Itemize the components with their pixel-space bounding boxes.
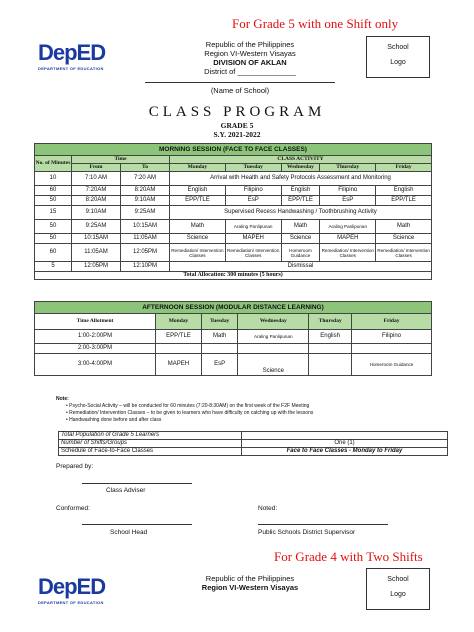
minutes-cell: 60 (35, 186, 72, 196)
day-header: Monday (170, 164, 226, 172)
deped-logo-bottom (38, 574, 105, 605)
minutes-cell: 50 (35, 234, 72, 244)
table-row (35, 330, 432, 344)
subject-cell: Remediation/ Intervention Classes (376, 244, 432, 262)
total-allocation: Total Allocation: 300 minutes (5 hours) (35, 272, 432, 280)
school-logo-box (366, 36, 430, 78)
deped-logo-text: DepED (38, 40, 106, 65)
subject-cell: Math (281, 220, 320, 234)
to-cell: 8:20AM (121, 186, 170, 196)
time-cell: 1:00-2:00PM (35, 330, 156, 344)
page-title: CLASS PROGRAM (148, 104, 326, 120)
summary-label: Schedule of Face-to-Face Classes (59, 448, 242, 456)
school-logo-line1: School (387, 576, 409, 583)
subject-cell: MAPEH (225, 234, 281, 244)
school-name-line (145, 82, 335, 83)
subject-cell: EPP/TLE (376, 196, 432, 206)
subject-cell: EPP/TLE (281, 196, 320, 206)
deped-logo (38, 40, 105, 71)
prepared-by-label: Prepared by: (56, 463, 94, 470)
conformed-label: Conformed: (56, 505, 90, 512)
note-item: Remediation/ Intervention Classes – to be given to learners who have difficulty on catching up with the lessons (69, 410, 314, 416)
deped-logo-sub: DEPARTMENT OF EDUCATION (38, 600, 104, 605)
summary-value (242, 432, 448, 440)
school-logo-line2: Logo (390, 591, 406, 598)
day-header: Wednesday (238, 314, 309, 330)
adviser-signature-line (82, 483, 192, 484)
day-header: Monday (156, 314, 202, 330)
subject-cell: EsP (201, 354, 237, 376)
notes: Note: • Psycho-Social Activity – will be conducted for 60 minutes (7:20-8:30AM) on the first week of the F2F Meeting • Remediation/ Intervention Classes – to be given to learners who have difficulty on catching up with the lessons • Handwashing done before and after class (56, 396, 456, 424)
summary-table (58, 431, 448, 456)
subject-cell: EsP (225, 196, 281, 206)
subject-cell: Science (281, 234, 320, 244)
to-cell: 11:05AM (121, 234, 170, 244)
header-line3: DIVISION OF AKLAN (213, 58, 287, 67)
school-year: S.Y. 2021-2022 (213, 130, 261, 139)
bottom-banner: For Grade 4 with Two Shifts (274, 549, 423, 564)
subject-cell: MAPEH (320, 234, 376, 244)
table-row (35, 354, 432, 376)
notes-label: Note: (56, 396, 69, 402)
table-row (35, 206, 432, 220)
from-cell: 11:05AM (72, 244, 121, 262)
time-cell: 3:00-4:00PM (35, 354, 156, 376)
subject-cell: EPP/TLE (170, 196, 226, 206)
school-logo-line2: Logo (390, 59, 406, 66)
to-cell: 7:20 AM (121, 172, 170, 186)
table-row (59, 448, 448, 456)
day-header: Tuesday (201, 314, 237, 330)
day-header: Friday (376, 164, 432, 172)
subject-cell: English (376, 186, 432, 196)
subject-cell: Math (376, 220, 432, 234)
table-row (59, 432, 448, 440)
time-cell: 2:00-3:00PM (35, 344, 156, 354)
subject-cell: English (281, 186, 320, 196)
day-header: Thursday (320, 164, 376, 172)
header-line1: Republic of the Philippines (205, 574, 295, 583)
subject-cell: Homeroom Guidance (281, 244, 320, 262)
minutes-cell: 60 (35, 244, 72, 262)
from-cell: 12:05PM (72, 262, 121, 272)
grade-label: GRADE 5 (220, 121, 254, 130)
minutes-cell: 15 (35, 206, 72, 220)
subject-cell: Science (238, 354, 309, 376)
summary-value: Face to Face Classes - Monday to Friday (242, 448, 448, 456)
activity-span-cell: Dismissal (170, 262, 432, 272)
minutes-cell: 10 (35, 172, 72, 186)
header-line4: District of ______________ (204, 67, 296, 76)
top-banner: For Grade 5 with one Shift only (232, 16, 399, 31)
subject-cell (156, 344, 202, 354)
subject-cell: Homeroom Guidance (352, 354, 432, 376)
subject-cell: Math (170, 220, 226, 234)
to-cell: 10:15AM (121, 220, 170, 234)
day-header: Wednesday (281, 164, 320, 172)
to-cell: 9:25AM (121, 206, 170, 220)
subject-cell: Araling Panlipunan (320, 220, 376, 234)
day-header: Friday (352, 314, 432, 330)
from-cell: 9:25AM (72, 220, 121, 234)
summary-value: One (1) (242, 440, 448, 448)
subject-cell: Remediation/ Intervention Classes (225, 244, 281, 262)
table-row (35, 262, 432, 272)
day-header: Tuesday (225, 164, 281, 172)
summary-label: Total Population of Grade 5 Learners (59, 432, 242, 440)
subject-cell (201, 344, 237, 354)
from-cell: 10:15AM (72, 234, 121, 244)
to-cell: 9:10AM (121, 196, 170, 206)
minutes-cell: 5 (35, 262, 72, 272)
school-logo-line1: School (387, 44, 409, 51)
subject-cell: Filipino (352, 330, 432, 344)
table-row (35, 220, 432, 234)
subject-cell: Remediation/ Intervention Classes (170, 244, 226, 262)
table-row (35, 172, 432, 186)
subject-cell: English (170, 186, 226, 196)
subject-cell (238, 344, 309, 354)
table-row (35, 234, 432, 244)
note-item: Handwashing done before and after class (69, 417, 162, 423)
from-cell: 7:10 AM (72, 172, 121, 186)
bottom-letterhead (160, 574, 340, 592)
head-signature-line (82, 524, 192, 525)
activity-header: CLASS ACTIVITY (170, 156, 432, 164)
subject-cell: MAPEH (156, 354, 202, 376)
from-header: From (72, 164, 121, 172)
deped-logo-text: DepED (38, 574, 106, 599)
activity-span-cell: Supervised Recess Handwashing / Toothbrushing Activity (170, 206, 432, 220)
to-cell: 12:10PM (121, 262, 170, 272)
header-line1: Republic of the Philippines (205, 40, 295, 49)
subject-cell: English (309, 330, 352, 344)
subject-cell: Filipino (320, 186, 376, 196)
subject-cell: Araling Panlipunan (225, 220, 281, 234)
note-item: Psycho-Social Activity – will be conducted for 60 minutes (7:20-8:30AM) on the first week of the F2F Meeting (69, 403, 310, 409)
subject-cell: EPP/TLE (156, 330, 202, 344)
school-name-caption: (Name of School) (210, 86, 270, 95)
subject-cell: Science (376, 234, 432, 244)
time-allotment-header: Time Allotment (35, 314, 156, 330)
minutes-cell: 50 (35, 220, 72, 234)
table-row (35, 196, 432, 206)
from-cell: 8:20AM (72, 196, 121, 206)
supervisor-signature-line (258, 524, 388, 525)
subject-cell (309, 354, 352, 376)
to-header: To (121, 164, 170, 172)
supervisor-caption: Public Schools District Supervisor (258, 529, 356, 536)
subject-cell: EsP (320, 196, 376, 206)
subject-cell: Science (170, 234, 226, 244)
table-row (35, 244, 432, 262)
header-line2: Region VI-Western Visayas (201, 583, 299, 592)
afternoon-table (34, 301, 432, 376)
noted-label: Noted: (258, 505, 278, 512)
to-cell: 12:05PM (121, 244, 170, 262)
day-header: Thursday (309, 314, 352, 330)
minutes-header: No. of Minutes (35, 156, 72, 172)
subject-cell: Math (201, 330, 237, 344)
deped-logo-sub: DEPARTMENT OF EDUCATION (38, 66, 104, 71)
table-row (35, 186, 432, 196)
school-logo-box-bottom (366, 568, 430, 610)
subject-cell: Remediation/ Intervention Classes (320, 244, 376, 262)
table-row (35, 344, 432, 354)
subject-cell (309, 344, 352, 354)
from-cell: 7:20AM (72, 186, 121, 196)
summary-label: Number of Shifts/Groups (59, 440, 242, 448)
adviser-caption: Class Adviser (106, 487, 146, 494)
afternoon-heading: AFTERNOON SESSION (MODULAR DISTANCE LEARNING) (35, 302, 432, 314)
subject-cell: Filipino (225, 186, 281, 196)
table-row (59, 440, 448, 448)
school-head-caption: School Head (110, 529, 148, 536)
letterhead (160, 40, 340, 76)
minutes-cell: 50 (35, 196, 72, 206)
subject-cell (352, 344, 432, 354)
time-header: Time (72, 156, 170, 164)
subject-cell: Araling Panlipunan (238, 330, 309, 344)
header-line2: Region VI-Western Visayas (204, 49, 296, 58)
from-cell: 9:10AM (72, 206, 121, 220)
morning-heading: MORNING SESSION (FACE TO FACE CLASSES) (35, 144, 432, 156)
activity-span-cell: Arrival with Health and Safety Protocols Assessment and Monitoring (170, 172, 432, 186)
morning-table (34, 143, 432, 280)
